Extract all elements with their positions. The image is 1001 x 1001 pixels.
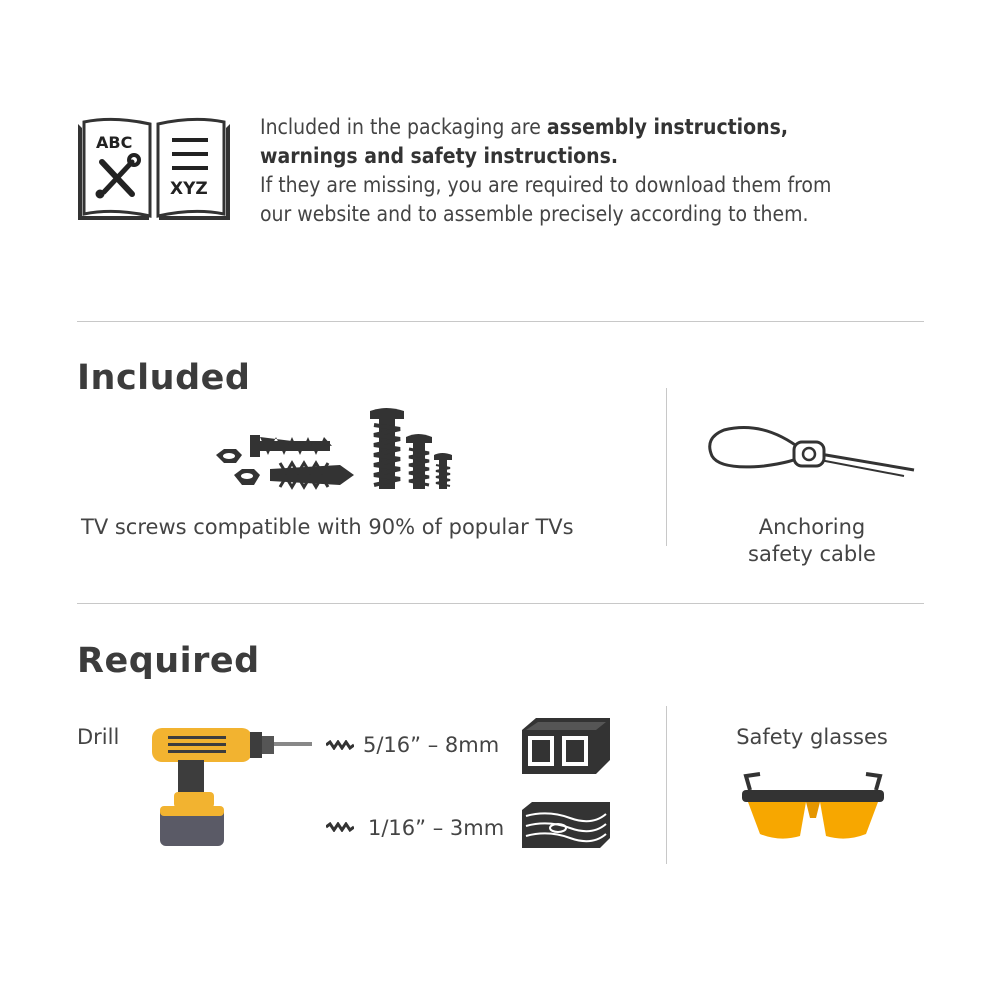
cable-caption-line2: safety cable [748, 542, 876, 566]
safety-glasses-icon [740, 772, 886, 846]
screws-icon [210, 405, 460, 493]
required-title: Required [77, 641, 260, 681]
manual-book-icon [74, 114, 234, 226]
intro-bold-1: assembly instructions, [546, 115, 789, 139]
divider-middle [77, 603, 924, 604]
drill-label: Drill [77, 725, 120, 749]
drill-bit-icon [326, 822, 354, 832]
drill-bit-icon [326, 740, 354, 750]
manual-right-text: XYZ [170, 179, 208, 199]
intro-text [260, 113, 940, 229]
wood-block-icon [518, 800, 612, 850]
intro-text-1: Included in the packaging are [260, 115, 547, 139]
tools-icon [96, 155, 139, 198]
safety-cable-icon [704, 420, 920, 480]
included-title: Included [77, 358, 251, 398]
divider-vertical-required [666, 706, 667, 864]
intro-text-2: If they are missing, you are required to download them from [260, 173, 832, 197]
glasses-label: Safety glasses [736, 725, 888, 749]
intro-text-3: our website and to assemble precisely according to them. [260, 202, 809, 226]
concrete-block-icon [518, 716, 612, 776]
bit-wood-label: 1/16” – 3mm [368, 816, 505, 840]
screws-caption: TV screws compatible with 90% of popular TVs [81, 515, 574, 539]
intro-bold-2: warnings and safety instructions. [260, 144, 619, 168]
bit-concrete-label: 5/16” – 8mm [363, 733, 500, 757]
cable-caption [700, 514, 924, 568]
manual-left-text: ABC [96, 133, 133, 152]
divider-top [77, 321, 924, 322]
drill-icon [150, 726, 316, 850]
cable-caption-line1: Anchoring [758, 515, 866, 539]
divider-vertical-included [666, 388, 667, 546]
